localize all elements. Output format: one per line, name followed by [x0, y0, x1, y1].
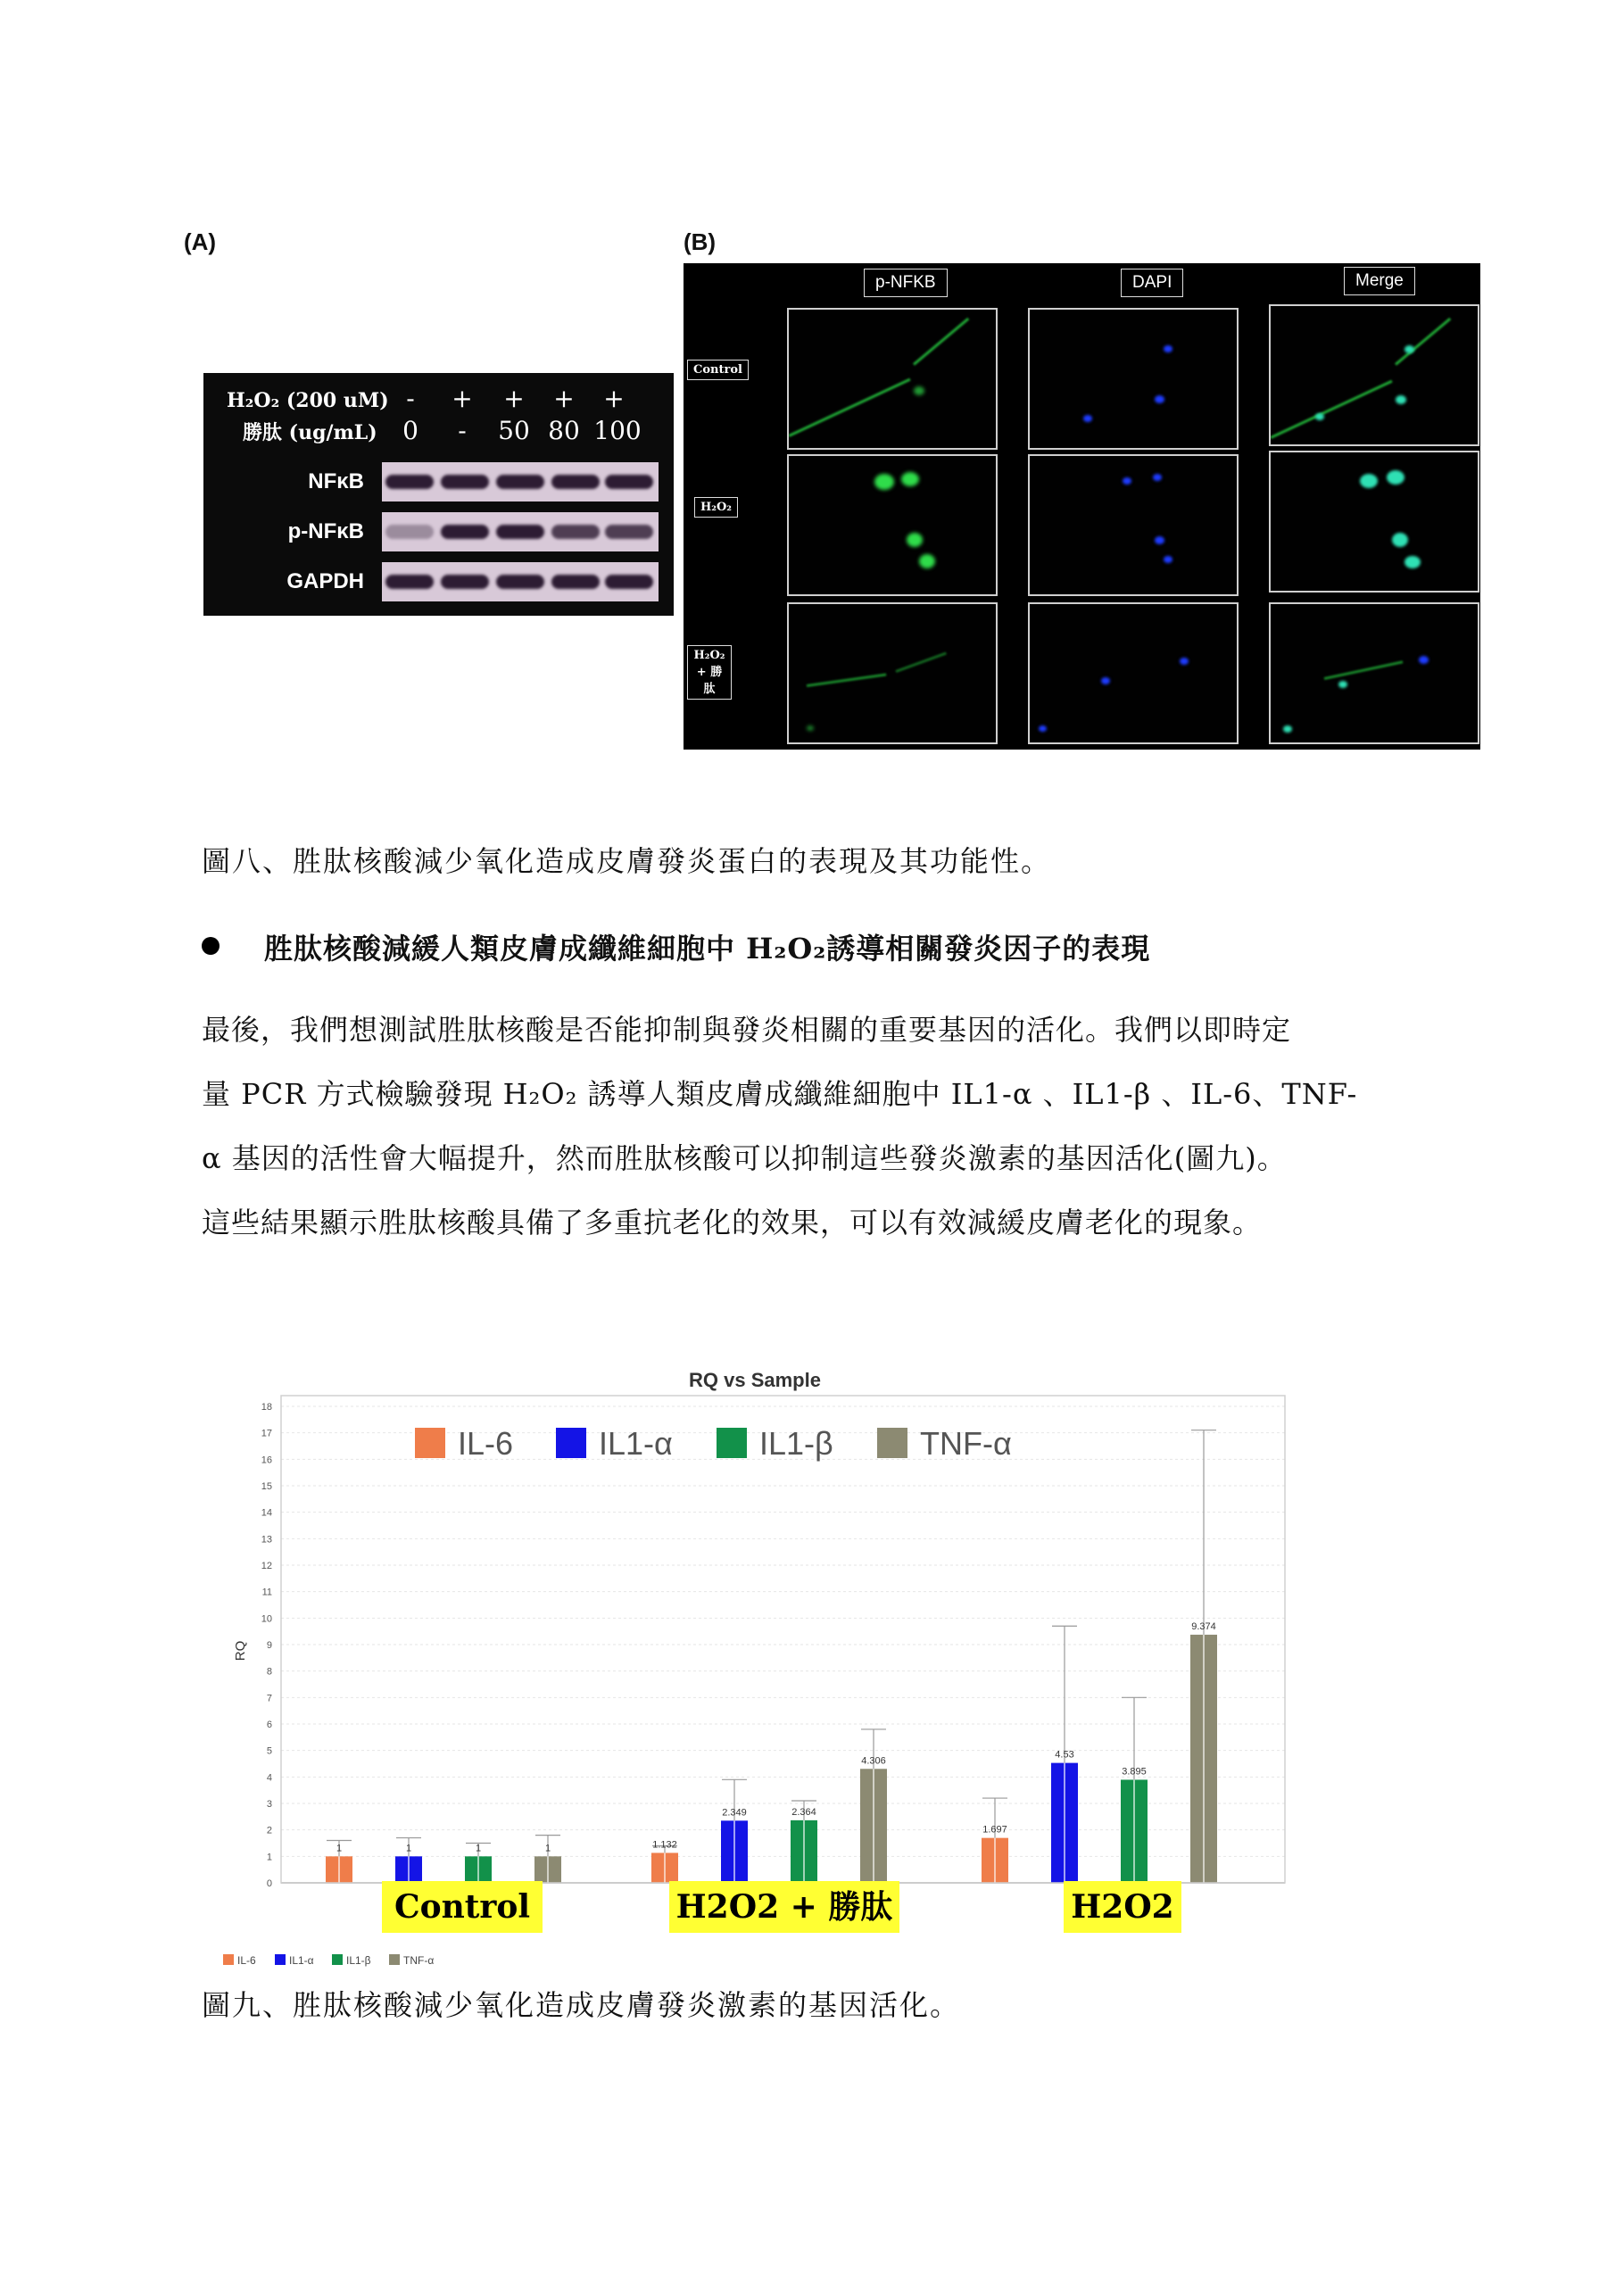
y-tick-label: 13: [261, 1534, 272, 1546]
mini-legend-label: TNF-α: [403, 1954, 435, 1967]
column-title-p-nfkb: p-NFKB: [864, 269, 948, 297]
mini-legend-label: IL1-β: [346, 1954, 371, 1967]
peptide-lane-4: 80: [548, 416, 580, 445]
h2o2-lane-5: +: [603, 384, 625, 413]
image-h2o2-peptide-dapi: [1028, 602, 1239, 744]
data-label: 2.349: [722, 1807, 747, 1819]
image-control-merge: [1269, 304, 1479, 446]
legend-label: IL1-β: [759, 1425, 833, 1462]
legend-label: IL-6: [458, 1425, 514, 1462]
y-tick-label: 10: [261, 1613, 272, 1625]
y-axis-label: RQ: [233, 1640, 248, 1662]
paragraph-line-2: 量 PCR 方式檢驗發現 H₂O₂ 誘導人類皮膚成纖維細胞中 IL1-α 、IL1-β 、IL-6、TNF-: [202, 1077, 1358, 1111]
row-label-h2o2: H₂O₂: [694, 497, 738, 518]
panel-b-label: (B): [684, 228, 717, 255]
peptide-lane-5: 100: [593, 416, 642, 445]
column-title-dapi: DAPI: [1121, 269, 1183, 297]
peptide-lane-1: 0: [402, 416, 418, 445]
peptide-row-label: 勝肽 (ug/mL): [243, 421, 377, 444]
y-tick-label: 12: [261, 1561, 272, 1571]
mini-legend-swatch: [332, 1954, 343, 1965]
immunofluorescence-panel: [684, 263, 1480, 750]
image-h2o2-merge: [1269, 451, 1479, 593]
figure9-caption: 圖九、胜肽核酸減少氧化造成皮膚發炎激素的基因活化。: [202, 1988, 961, 2022]
y-tick-label: 7: [266, 1693, 272, 1704]
y-tick-label: 3: [266, 1799, 272, 1810]
panel-a-label: (A): [184, 228, 217, 255]
h2o2-lane-1: -: [406, 384, 415, 413]
band-strip-p-nfkb: [382, 512, 659, 551]
y-tick-label: 8: [266, 1666, 272, 1678]
bullet-icon: [202, 937, 220, 955]
data-label: 1: [336, 1843, 343, 1854]
y-tick-label: 16: [261, 1455, 272, 1466]
section-heading: 胜肽核酸減緩人類皮膚成纖維細胞中 H₂O₂誘導相關發炎因子的表現: [264, 932, 1151, 966]
data-label: 1: [405, 1843, 412, 1854]
h2o2-lane-2: +: [452, 384, 473, 413]
data-label: 4.53: [1055, 1749, 1074, 1761]
y-tick-label: 0: [266, 1878, 272, 1889]
h2o2-row-label: H₂O₂ (200 uM): [227, 389, 389, 412]
y-tick-label: 15: [261, 1481, 272, 1492]
data-label: 4.306: [861, 1755, 886, 1767]
mini-legend-swatch: [223, 1954, 234, 1965]
image-h2o2-pnfkb: [787, 454, 998, 596]
data-label: 1: [544, 1843, 551, 1854]
y-tick-label: 5: [266, 1745, 272, 1757]
data-label: 2.364: [791, 1806, 816, 1818]
data-label: 1.132: [652, 1839, 677, 1851]
paragraph-line-4: 這些結果顯示胜肽核酸具備了多重抗老化的效果，可以有效減緩皮膚老化的現象。: [202, 1206, 1263, 1239]
legend-swatch: [556, 1428, 586, 1458]
mini-legend-label: IL1-α: [289, 1954, 314, 1967]
y-tick-label: 11: [261, 1587, 272, 1598]
image-h2o2-peptide-pnfkb: [787, 602, 998, 744]
legend-swatch: [717, 1428, 747, 1458]
legend-swatch: [415, 1428, 445, 1458]
legend-label: TNF-α: [920, 1425, 1012, 1462]
band-label-nfkb: NFκB: [308, 469, 364, 493]
data-label: 3.895: [1122, 1766, 1147, 1778]
column-title-merge: Merge: [1344, 267, 1415, 295]
chart-title: RQ vs Sample: [689, 1369, 821, 1391]
mini-legend-label: IL-6: [237, 1954, 256, 1967]
legend-swatch: [877, 1428, 907, 1458]
category-label: H2O2 + 勝肽: [669, 1881, 899, 1933]
y-tick-label: 9: [266, 1640, 272, 1651]
section-paragraph: [202, 998, 1424, 1255]
data-label: 1: [475, 1843, 482, 1854]
y-tick-label: 2: [266, 1825, 272, 1836]
h2o2-lane-3: +: [503, 384, 525, 413]
y-tick-label: 17: [261, 1428, 272, 1439]
image-h2o2-dapi: [1028, 454, 1239, 596]
image-control-dapi: [1028, 308, 1239, 450]
western-blot: [203, 373, 674, 616]
figure8-caption: 圖八、胜肽核酸減少氧化造成皮膚發炎蛋白的表現及其功能性。: [202, 844, 1052, 878]
band-label-gapdh: GAPDH: [286, 569, 364, 593]
row-label-h2o2-peptide: H₂O₂ + 勝肽: [687, 645, 732, 700]
y-tick-label: 14: [261, 1507, 272, 1519]
paragraph-line-3: α 基因的活性會大幅提升，然而胜肽核酸可以抑制這些發炎激素的基因活化(圖九)。: [202, 1141, 1287, 1175]
mini-legend-swatch: [275, 1954, 286, 1965]
category-label: Control: [382, 1881, 543, 1933]
band-strip-nfkb: [382, 462, 659, 501]
image-control-pnfkb: [787, 308, 998, 450]
legend-label: IL1-α: [599, 1425, 673, 1462]
band-strip-gapdh: [382, 562, 659, 601]
y-tick-label: 6: [266, 1720, 272, 1730]
row-label-control: Control: [687, 360, 749, 380]
image-h2o2-peptide-merge: [1269, 602, 1479, 744]
peptide-lane-3: 50: [498, 416, 530, 445]
y-tick-label: 4: [266, 1772, 272, 1784]
category-label: H2O2: [1064, 1881, 1181, 1933]
band-label-p-nfkb: p-NFκB: [287, 519, 364, 543]
y-tick-label: 1: [266, 1852, 272, 1863]
peptide-lane-2: -: [458, 416, 467, 445]
mini-legend-swatch: [389, 1954, 400, 1965]
h2o2-lane-4: +: [553, 384, 575, 413]
y-tick-label: 18: [261, 1402, 272, 1413]
paragraph-line-1: 最後，我們想測試胜肽核酸是否能抑制與發炎相關的重要基因的活化。我們以即時定: [202, 1013, 1292, 1047]
data-label: 1.697: [982, 1824, 1007, 1836]
data-label: 9.374: [1191, 1620, 1216, 1632]
